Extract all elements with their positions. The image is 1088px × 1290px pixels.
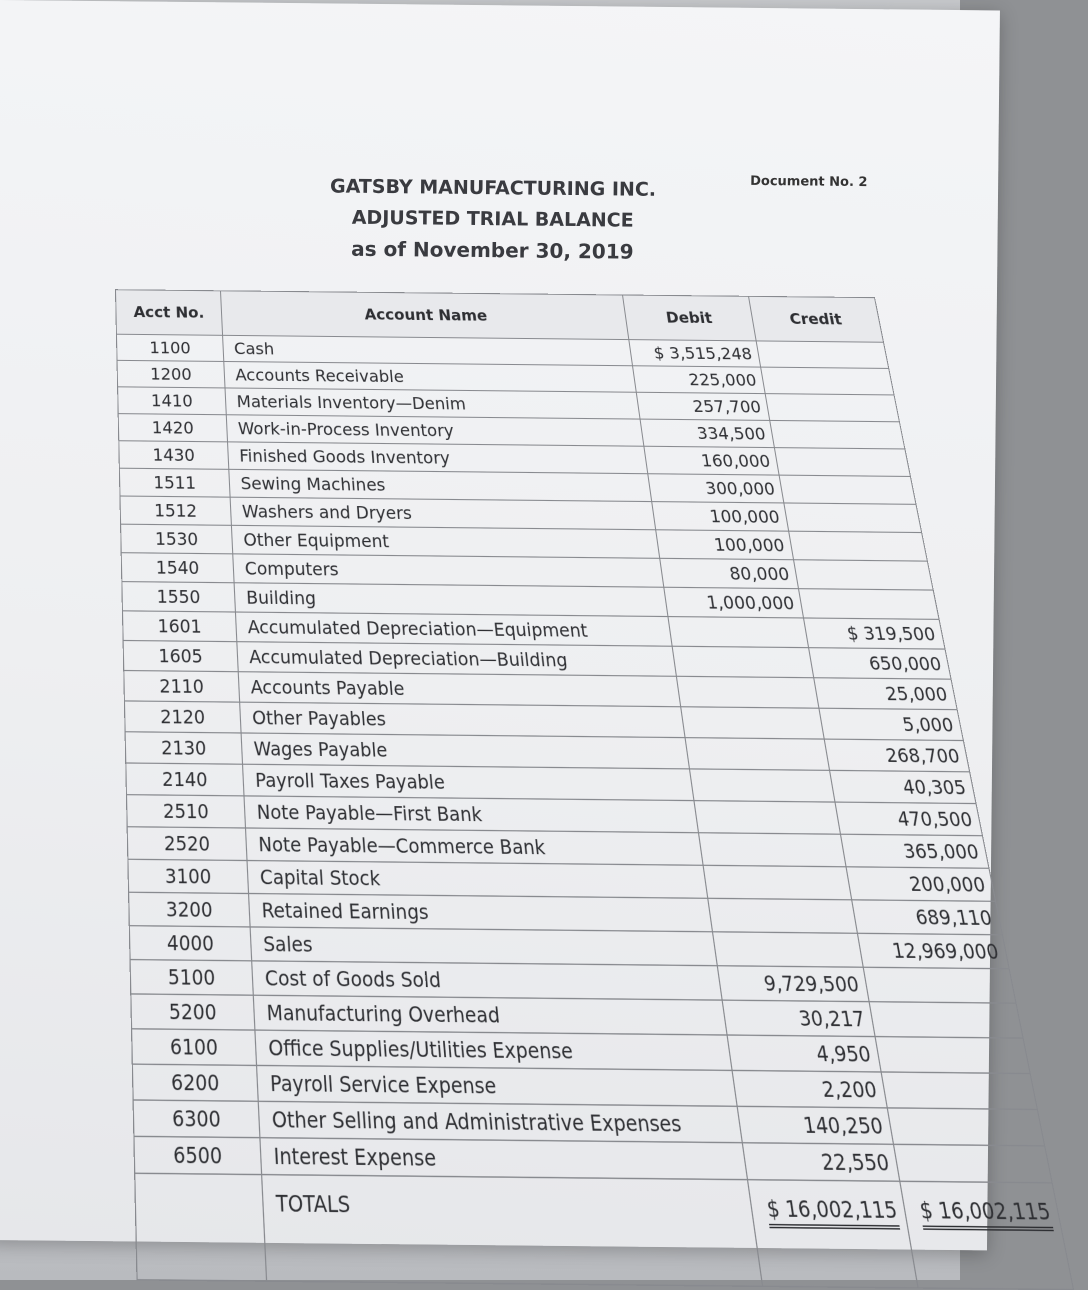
company-name: GATSBY MANUFACTURING INC. <box>329 175 657 201</box>
credit-amount: 689,110 <box>852 900 1003 935</box>
acct-no: 1100 <box>116 334 224 361</box>
account-name: Other Selling and Administrative Expenses <box>259 1101 743 1142</box>
debit-amount: 30,217 <box>722 1000 875 1036</box>
account-name: Accounts Receivable <box>224 361 636 392</box>
debit-amount <box>703 865 851 900</box>
debit-amount: 100,000 <box>656 530 794 560</box>
account-name: Note Payable—Commerce Bank <box>246 828 704 865</box>
acct-no: 2510 <box>126 795 245 828</box>
debit-amount: 300,000 <box>648 474 784 503</box>
account-name: Manufacturing Overhead <box>254 995 728 1035</box>
debit-amount: 140,250 <box>737 1106 893 1144</box>
account-name: Capital Stock <box>247 861 708 899</box>
debit-amount: 80,000 <box>660 558 799 588</box>
debit-amount: 2,200 <box>732 1070 887 1107</box>
trial-balance-table <box>115 289 1074 1290</box>
credit-amount: 268,700 <box>824 739 969 772</box>
account-name: Work-in-Process Inventory <box>227 415 645 446</box>
credit-amount: 365,000 <box>841 834 989 868</box>
debit-amount: 225,000 <box>633 366 766 394</box>
acct-no: 1550 <box>122 582 236 612</box>
credit-amount: 12,969,000 <box>858 933 1010 968</box>
acct-no: 1530 <box>121 524 233 554</box>
account-name: Wages Payable <box>241 733 689 769</box>
credit-amount: 200,000 <box>846 867 995 902</box>
totals-acct-empty <box>135 1173 267 1281</box>
credit-amount <box>779 475 916 504</box>
debit-amount <box>672 646 813 678</box>
debit-amount: 22,550 <box>743 1143 900 1182</box>
header-credit: Credit <box>749 296 884 342</box>
credit-amount <box>894 1144 1053 1183</box>
debit-amount <box>677 676 819 708</box>
account-name: Interest Expense <box>260 1138 748 1180</box>
header-debit: Debit <box>623 295 757 341</box>
account-name: Payroll Taxes Payable <box>243 764 694 800</box>
acct-no: 1605 <box>123 640 238 671</box>
credit-amount: 40,305 <box>830 770 976 803</box>
report-header <box>247 171 738 269</box>
credit-amount <box>761 367 894 395</box>
debit-amount <box>694 801 840 835</box>
account-name: Accumulated Depreciation—Equipment <box>236 612 673 646</box>
debit-amount: 100,000 <box>652 502 789 532</box>
acct-no: 4000 <box>129 926 252 961</box>
debit-amount: 9,729,500 <box>718 966 870 1002</box>
credit-amount: 650,000 <box>809 648 951 680</box>
table-header-row <box>115 290 883 343</box>
account-name: Office Supplies/Utilities Expense <box>255 1030 732 1070</box>
credit-amount <box>863 967 1016 1003</box>
account-name: Retained Earnings <box>249 893 713 931</box>
acct-no: 2140 <box>126 763 245 796</box>
account-name: Other Equipment <box>232 525 660 558</box>
acct-no: 6200 <box>132 1064 258 1101</box>
acct-no: 6500 <box>134 1136 262 1174</box>
acct-no: 5100 <box>130 960 254 996</box>
credit-amount <box>881 1072 1037 1109</box>
credit-amount <box>875 1037 1030 1074</box>
account-name: Payroll Service Expense <box>257 1065 738 1106</box>
acct-no: 3200 <box>129 892 251 927</box>
credit-amount: 470,500 <box>835 802 982 836</box>
debit-amount: 160,000 <box>644 446 779 475</box>
account-name: Sales <box>250 927 717 966</box>
debit-amount: 334,500 <box>640 419 774 448</box>
acct-no: 3100 <box>128 859 249 893</box>
credit-amount <box>756 341 889 369</box>
debit-amount: 1,000,000 <box>664 587 804 618</box>
acct-no: 1512 <box>120 496 232 525</box>
account-name: Computers <box>233 554 664 587</box>
credit-amount <box>770 420 905 449</box>
debit-amount <box>690 769 835 802</box>
account-name: Materials Inventory—Denim <box>225 388 640 419</box>
acct-no: 1511 <box>119 468 230 497</box>
credit-amount <box>765 394 899 422</box>
debit-amount <box>708 898 858 933</box>
credit-amount <box>789 531 928 561</box>
account-name: Accumulated Depreciation—Building <box>237 642 676 677</box>
acct-no: 1200 <box>117 360 225 388</box>
totals-row <box>135 1173 1074 1289</box>
account-name: Accounts Payable <box>239 672 681 707</box>
acct-no: 2520 <box>127 827 247 861</box>
credit-amount <box>869 1002 1023 1038</box>
acct-no: 1430 <box>119 441 229 470</box>
debit-amount <box>668 617 809 648</box>
acct-no: 1420 <box>118 414 228 442</box>
totals-credit: $ 16,002,115 <box>918 1197 1054 1232</box>
account-name: Sewing Machines <box>229 469 652 501</box>
account-name: Washers and Dryers <box>230 497 656 530</box>
credit-amount: $ 319,500 <box>804 618 945 649</box>
account-name: Other Payables <box>240 702 685 737</box>
debit-amount <box>681 707 824 739</box>
credit-amount <box>784 503 922 533</box>
credit-amount <box>774 448 910 477</box>
debit-amount: $ 3,515,248 <box>629 340 761 368</box>
totals-debit: $ 16,002,115 <box>765 1195 900 1230</box>
debit-amount: 4,950 <box>727 1035 881 1072</box>
acct-no: 6100 <box>132 1029 257 1066</box>
totals-credit-cell <box>900 1181 1074 1289</box>
report-title: ADJUSTED TRIAL BALANCE <box>351 206 634 232</box>
debit-amount <box>713 932 864 967</box>
account-name: Finished Goods Inventory <box>228 442 648 474</box>
debit-amount <box>685 738 829 771</box>
header-account-name: Account Name <box>221 291 629 340</box>
account-name: Cash <box>223 335 633 365</box>
totals-debit-cell <box>748 1180 918 1288</box>
header-acct-no: Acct No. <box>115 290 222 336</box>
document-number: Document No. 2 <box>750 173 868 191</box>
acct-no: 2120 <box>124 701 241 733</box>
acct-no: 1540 <box>121 553 234 583</box>
debit-amount <box>699 833 846 867</box>
acct-no: 1601 <box>122 611 237 642</box>
credit-amount <box>887 1108 1044 1146</box>
account-name: Note Payable—First Bank <box>244 796 698 833</box>
credit-amount: 25,000 <box>814 678 957 710</box>
acct-no: 1410 <box>118 387 227 415</box>
acct-no: 5200 <box>131 994 255 1030</box>
acct-no: 2130 <box>125 732 243 764</box>
debit-amount: 257,700 <box>636 392 769 420</box>
acct-no: 6300 <box>133 1100 260 1138</box>
credit-amount: 5,000 <box>819 708 963 740</box>
acct-no: 2110 <box>124 671 240 703</box>
credit-amount <box>799 589 939 620</box>
report-date: as of November 30, 2019 <box>351 236 634 264</box>
account-name: Cost of Goods Sold <box>252 961 722 1000</box>
account-name: Building <box>234 583 668 617</box>
totals-label: TOTALS <box>262 1175 763 1287</box>
credit-amount <box>794 560 934 590</box>
